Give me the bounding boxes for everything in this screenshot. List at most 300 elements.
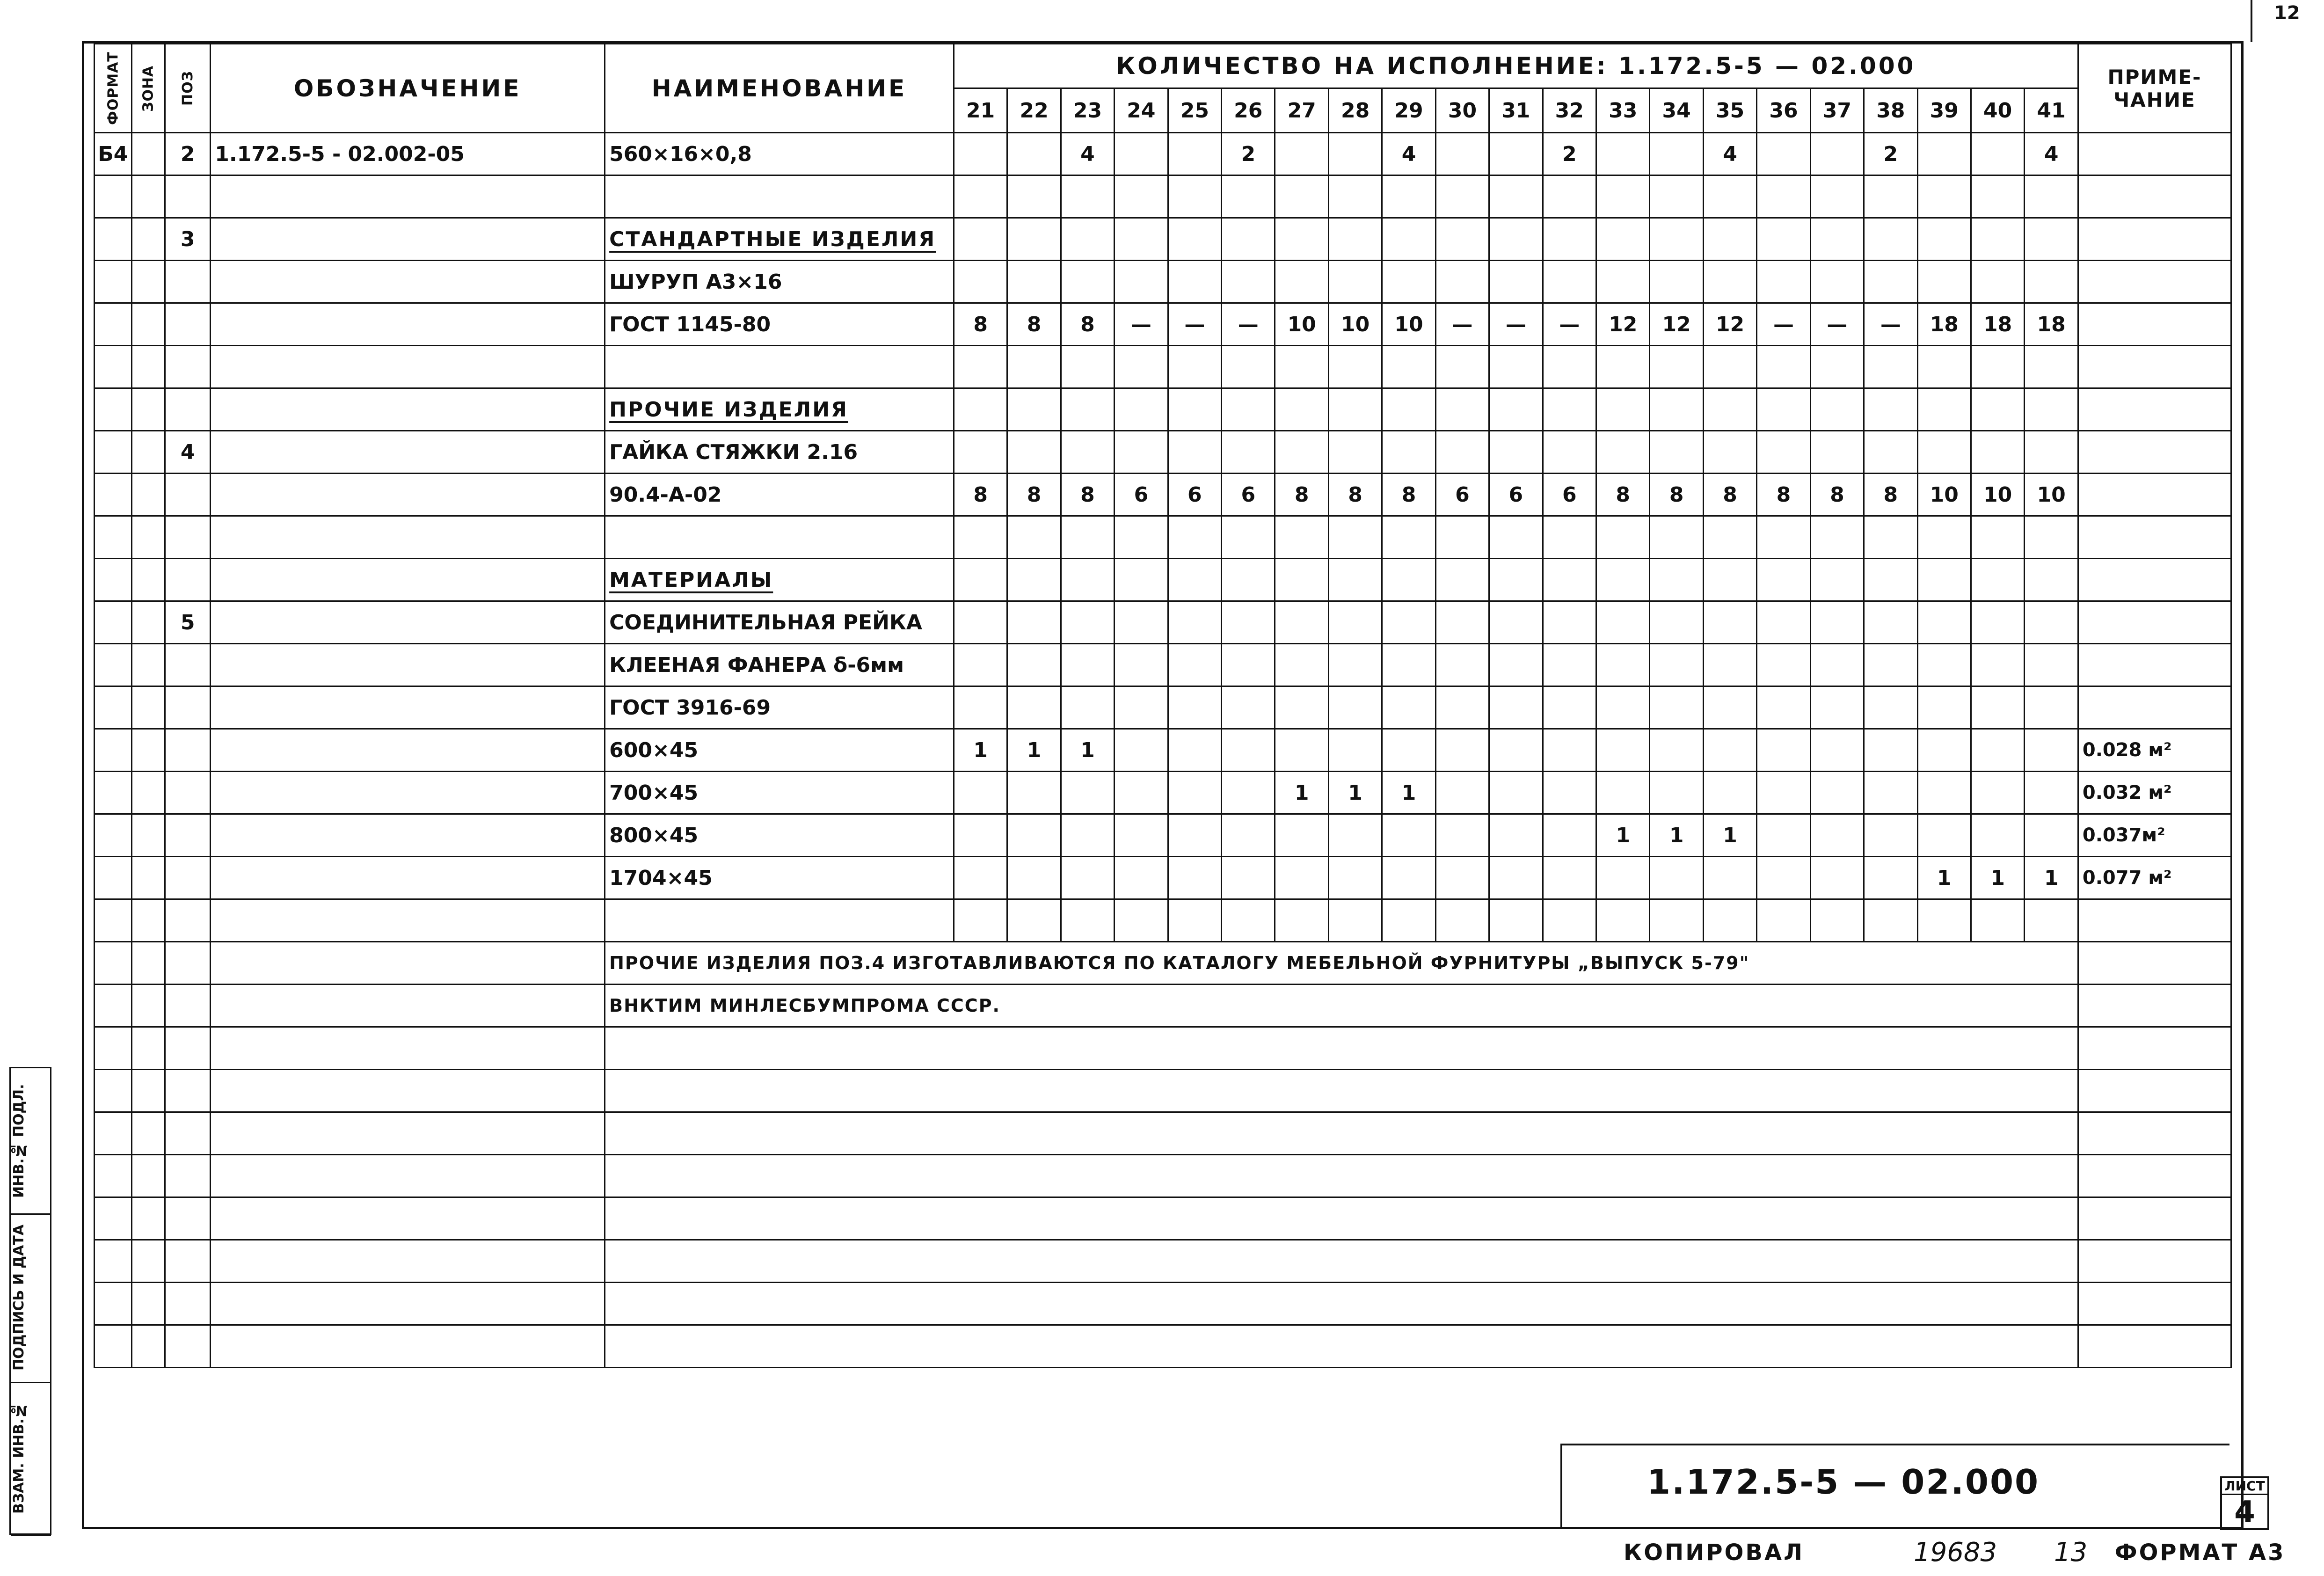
cell-quantity: 8 <box>1275 474 1328 516</box>
cell-quantity <box>1275 133 1328 175</box>
variant-header: 39 <box>1917 88 1971 133</box>
cell-note <box>2078 431 2231 474</box>
variant-header: 34 <box>1650 88 1703 133</box>
cell-note <box>2078 899 2231 942</box>
cell-quantity <box>1917 686 1971 729</box>
cell-name: ГОСТ 1145-80 <box>605 303 954 346</box>
cell-quantity <box>1650 133 1703 175</box>
cell-name: КЛЕЕНАЯ ФАНЕРА δ-6мм <box>605 644 954 686</box>
cell-quantity <box>1435 559 1489 601</box>
cell-quantity <box>1864 431 1917 474</box>
cell-quantity <box>1757 346 1810 388</box>
cell-quantity <box>1007 431 1061 474</box>
cell-format <box>95 729 132 772</box>
cell-quantity <box>1489 772 1543 814</box>
cell-quantity <box>1382 261 1435 303</box>
cell-quantity <box>1703 516 1756 559</box>
cell-quantity <box>1382 559 1435 601</box>
cell-quantity <box>1757 686 1810 729</box>
empty-cell <box>211 1155 605 1197</box>
cell-quantity <box>2025 261 2078 303</box>
cell-quantity <box>1543 218 1596 261</box>
cell-quantity: 8 <box>1703 474 1756 516</box>
empty-cell <box>211 1197 605 1240</box>
cell-quantity <box>1596 857 1650 899</box>
empty-cell <box>2078 1027 2231 1070</box>
cell-quantity <box>1007 218 1061 261</box>
empty-cell <box>211 1027 605 1070</box>
cell-quantity <box>1596 133 1650 175</box>
cell-quantity <box>1275 261 1328 303</box>
cell-designation: 1.172.5-5 - 02.002-05 <box>211 133 605 175</box>
cell-quantity <box>1275 516 1328 559</box>
cell-quantity <box>1543 559 1596 601</box>
cell-quantity <box>1864 814 1917 857</box>
cell-quantity <box>1435 686 1489 729</box>
cell-quantity: 8 <box>1007 303 1061 346</box>
cell-quantity <box>1328 814 1382 857</box>
cell-quantity <box>1971 133 2024 175</box>
cell-quantity <box>954 899 1007 942</box>
cell-quantity <box>1328 559 1382 601</box>
cell-quantity <box>1757 516 1810 559</box>
table-row <box>95 729 2231 772</box>
cell-quantity <box>1596 729 1650 772</box>
cell-designation <box>211 388 605 431</box>
cell-note <box>2078 559 2231 601</box>
cell-format <box>95 388 132 431</box>
table-row <box>95 899 2231 942</box>
cell-quantity <box>1275 175 1328 218</box>
cell-quantity <box>2025 814 2078 857</box>
cell-quantity <box>1435 644 1489 686</box>
cell-quantity <box>1650 644 1703 686</box>
copied-label: КОПИРОВАЛ <box>1624 1540 1804 1566</box>
cell-name: МАТЕРИАЛЫ <box>605 559 954 601</box>
cell-quantity <box>1864 388 1917 431</box>
cell-zone <box>131 559 165 601</box>
cell-quantity <box>954 218 1007 261</box>
cell-quantity <box>1328 218 1382 261</box>
cell-quantity <box>1489 814 1543 857</box>
cell-note <box>2078 303 2231 346</box>
cell-quantity <box>1275 814 1328 857</box>
empty-cell <box>131 985 165 1027</box>
cell-quantity: 8 <box>1864 474 1917 516</box>
cell-note: 0.037м² <box>2078 814 2231 857</box>
cell-quantity <box>1382 516 1435 559</box>
cell-format <box>95 175 132 218</box>
empty-cell <box>165 1325 211 1368</box>
cell-quantity: 4 <box>1382 133 1435 175</box>
cell-quantity <box>1596 175 1650 218</box>
cell-name: СОЕДИНИТЕЛЬНАЯ РЕЙКА <box>605 601 954 644</box>
cell-quantity <box>1971 814 2024 857</box>
cell-quantity <box>1222 686 1275 729</box>
cell-quantity <box>1435 175 1489 218</box>
cell-quantity <box>1168 261 1221 303</box>
empty-cell <box>211 942 605 985</box>
cell-quantity: 6 <box>1222 474 1275 516</box>
variant-header: 25 <box>1168 88 1221 133</box>
cell-quantity <box>1168 133 1221 175</box>
cell-pos <box>165 303 211 346</box>
cell-quantity <box>954 431 1007 474</box>
cell-name <box>605 899 954 942</box>
side-stamp <box>9 1067 51 1535</box>
cell-quantity <box>1115 857 1168 899</box>
cell-quantity: 8 <box>1061 474 1114 516</box>
cell-quantity: — <box>1543 303 1596 346</box>
cell-quantity <box>1917 814 1971 857</box>
cell-quantity <box>1275 601 1328 644</box>
cell-quantity <box>1222 346 1275 388</box>
cell-quantity: 8 <box>954 474 1007 516</box>
cell-quantity <box>1168 814 1221 857</box>
table-row <box>95 388 2231 431</box>
cell-quantity <box>1596 261 1650 303</box>
cell-quantity <box>2025 899 2078 942</box>
cell-quantity <box>1864 516 1917 559</box>
empty-cell <box>605 1197 2078 1240</box>
header-name: НАИМЕНОВАНИЕ <box>605 44 954 133</box>
cell-quantity <box>1864 601 1917 644</box>
cell-quantity <box>1650 899 1703 942</box>
cell-quantity <box>1971 516 2024 559</box>
cell-quantity <box>1382 388 1435 431</box>
empty-cell <box>95 1155 132 1197</box>
cell-quantity <box>1543 261 1596 303</box>
cell-quantity <box>1864 772 1917 814</box>
cell-designation <box>211 601 605 644</box>
cell-pos: 4 <box>165 431 211 474</box>
cell-pos: 5 <box>165 601 211 644</box>
cell-quantity <box>1596 686 1650 729</box>
cell-quantity <box>1810 686 1864 729</box>
cell-quantity <box>1489 431 1543 474</box>
cell-quantity <box>1115 601 1168 644</box>
header-designation: ОБОЗНАЧЕНИЕ <box>211 44 605 133</box>
cell-quantity <box>1328 857 1382 899</box>
cell-quantity <box>1435 431 1489 474</box>
cell-quantity <box>1168 388 1221 431</box>
cell-quantity: 10 <box>1328 303 1382 346</box>
cell-quantity <box>1650 729 1703 772</box>
cell-quantity <box>954 175 1007 218</box>
cell-quantity <box>1596 559 1650 601</box>
empty-cell <box>95 1325 132 1368</box>
cell-pos <box>165 899 211 942</box>
cell-designation <box>211 686 605 729</box>
cell-designation <box>211 516 605 559</box>
cell-quantity <box>1168 729 1221 772</box>
cell-quantity <box>954 261 1007 303</box>
cell-quantity <box>1328 601 1382 644</box>
table-row <box>95 431 2231 474</box>
cell-quantity <box>1328 431 1382 474</box>
cell-quantity <box>1222 431 1275 474</box>
cell-quantity <box>1435 388 1489 431</box>
cell-quantity: — <box>1168 303 1221 346</box>
cell-format <box>95 431 132 474</box>
table-row <box>95 175 2231 218</box>
empty-cell <box>605 1070 2078 1112</box>
cell-note: 0.032 м² <box>2078 772 2231 814</box>
cell-quantity <box>954 133 1007 175</box>
cell-quantity <box>1061 431 1114 474</box>
cell-quantity <box>1489 175 1543 218</box>
cell-quantity <box>1007 601 1061 644</box>
footnote-text: ВНКТИМ МИНЛЕСБУМПРОМА СССР. <box>605 985 2078 1027</box>
cell-pos <box>165 857 211 899</box>
cell-quantity <box>1543 899 1596 942</box>
cell-zone <box>131 516 165 559</box>
cell-quantity <box>1115 686 1168 729</box>
cell-quantity <box>2025 601 2078 644</box>
empty-cell <box>165 942 211 985</box>
cell-note <box>2078 175 2231 218</box>
cell-quantity <box>1596 388 1650 431</box>
footnote-row <box>95 942 2231 985</box>
cell-quantity <box>1864 218 1917 261</box>
cell-quantity <box>1543 175 1596 218</box>
cell-quantity <box>1650 516 1703 559</box>
table-row <box>95 857 2231 899</box>
header-note: ПРИМЕ-ЧАНИЕ <box>2078 44 2231 133</box>
cell-quantity <box>954 601 1007 644</box>
cell-quantity <box>1543 601 1596 644</box>
cell-quantity <box>1061 218 1114 261</box>
cell-quantity <box>1115 261 1168 303</box>
cell-quantity <box>1650 346 1703 388</box>
empty-row <box>95 1155 2231 1197</box>
cell-format <box>95 857 132 899</box>
cell-designation <box>211 814 605 857</box>
cell-quantity: 8 <box>1810 474 1864 516</box>
cell-quantity <box>1864 644 1917 686</box>
cell-quantity: — <box>1489 303 1543 346</box>
cell-designation <box>211 218 605 261</box>
cell-name: 700×45 <box>605 772 954 814</box>
cell-quantity: — <box>1864 303 1917 346</box>
cell-quantity <box>1489 261 1543 303</box>
cell-quantity <box>1328 388 1382 431</box>
empty-cell <box>211 1240 605 1283</box>
cell-quantity <box>1917 431 1971 474</box>
cell-quantity <box>1596 516 1650 559</box>
empty-cell <box>131 1070 165 1112</box>
empty-cell <box>131 1112 165 1155</box>
cell-quantity <box>1222 899 1275 942</box>
cell-quantity <box>1650 431 1703 474</box>
empty-cell <box>95 942 132 985</box>
cell-quantity <box>1328 175 1382 218</box>
footnote-text: ПРОЧИЕ ИЗДЕЛИЯ ПОЗ.4 ИЗГОТАВЛИВАЮТСЯ ПО КАТАЛОГУ МЕБЕЛЬНОЙ ФУРНИТУРЫ „ВЫПУСК 5-79" <box>605 942 2078 985</box>
cell-name: СТАНДАРТНЫЕ ИЗДЕЛИЯ <box>605 218 954 261</box>
cell-zone <box>131 601 165 644</box>
cell-quantity: 8 <box>1596 474 1650 516</box>
cell-quantity <box>1917 899 1971 942</box>
cell-quantity <box>1864 175 1917 218</box>
cell-quantity <box>1917 261 1971 303</box>
cell-quantity <box>1917 516 1971 559</box>
cell-quantity <box>1382 644 1435 686</box>
cell-quantity: 1 <box>1650 814 1703 857</box>
cell-quantity <box>1864 686 1917 729</box>
cell-quantity <box>1435 899 1489 942</box>
cell-format <box>95 601 132 644</box>
cell-quantity <box>1061 559 1114 601</box>
cell-designation <box>211 899 605 942</box>
cell-zone <box>131 857 165 899</box>
cell-zone <box>131 218 165 261</box>
cell-quantity: 12 <box>1650 303 1703 346</box>
table-row <box>95 559 2231 601</box>
cell-pos: 3 <box>165 218 211 261</box>
cell-name: 600×45 <box>605 729 954 772</box>
cell-zone <box>131 175 165 218</box>
cell-quantity <box>1115 218 1168 261</box>
empty-cell <box>211 1283 605 1325</box>
cell-note <box>2078 388 2231 431</box>
table-row <box>95 303 2231 346</box>
cell-quantity <box>1864 899 1917 942</box>
cell-format <box>95 261 132 303</box>
cell-quantity <box>1971 346 2024 388</box>
cell-quantity <box>1382 729 1435 772</box>
cell-name: 90.4-А-02 <box>605 474 954 516</box>
cell-quantity <box>1917 175 1971 218</box>
cell-quantity <box>1328 133 1382 175</box>
cell-quantity <box>1061 686 1114 729</box>
cell-quantity <box>1810 431 1864 474</box>
cell-quantity <box>1810 559 1864 601</box>
cell-quantity <box>1168 601 1221 644</box>
variant-header: 29 <box>1382 88 1435 133</box>
cell-quantity <box>1222 218 1275 261</box>
cell-quantity: — <box>1810 303 1864 346</box>
cell-quantity <box>1061 644 1114 686</box>
cell-quantity: 6 <box>1435 474 1489 516</box>
cell-quantity <box>1275 218 1328 261</box>
side-label-inv-repl: ВЗАМ. ИНВ.№ <box>11 1382 51 1536</box>
cell-quantity <box>1971 601 2024 644</box>
specification-table <box>94 43 2232 1368</box>
table-row <box>95 644 2231 686</box>
cell-quantity <box>1007 516 1061 559</box>
cell-quantity <box>1007 686 1061 729</box>
cell-quantity <box>954 516 1007 559</box>
table-row <box>95 474 2231 516</box>
cell-quantity: — <box>1435 303 1489 346</box>
cell-quantity <box>1810 388 1864 431</box>
cell-quantity <box>1489 857 1543 899</box>
cell-zone <box>131 474 165 516</box>
cell-quantity <box>1115 346 1168 388</box>
cell-quantity <box>1115 729 1168 772</box>
variant-header: 32 <box>1543 88 1596 133</box>
cell-quantity: 1 <box>1382 772 1435 814</box>
cell-quantity <box>1596 644 1650 686</box>
cell-quantity: 4 <box>1061 133 1114 175</box>
empty-cell <box>165 1283 211 1325</box>
cell-quantity <box>1703 899 1756 942</box>
cell-quantity <box>1435 516 1489 559</box>
cell-quantity <box>1222 261 1275 303</box>
variant-header: 38 <box>1864 88 1917 133</box>
cell-quantity <box>1703 261 1756 303</box>
cell-quantity <box>1703 175 1756 218</box>
variant-header: 30 <box>1435 88 1489 133</box>
cell-quantity <box>1757 772 1810 814</box>
empty-cell <box>95 1283 132 1325</box>
cell-note: 0.028 м² <box>2078 729 2231 772</box>
cell-pos <box>165 261 211 303</box>
cell-quantity <box>1757 899 1810 942</box>
cell-pos <box>165 814 211 857</box>
cell-quantity <box>1115 772 1168 814</box>
cell-quantity <box>1703 772 1756 814</box>
empty-cell <box>131 942 165 985</box>
header-quantity: КОЛИЧЕСТВО НА ИСПОЛНЕНИЕ: 1.172.5-5 — 02.000 <box>954 44 2078 88</box>
cell-quantity <box>1703 218 1756 261</box>
table-row <box>95 814 2231 857</box>
cell-quantity <box>1435 346 1489 388</box>
cell-designation <box>211 303 605 346</box>
cell-quantity <box>1168 175 1221 218</box>
cell-quantity <box>1275 388 1328 431</box>
cell-quantity <box>1650 772 1703 814</box>
cell-quantity <box>1275 686 1328 729</box>
empty-row <box>95 1283 2231 1325</box>
cell-zone <box>131 899 165 942</box>
cell-quantity <box>2025 388 2078 431</box>
cell-name <box>605 346 954 388</box>
empty-cell <box>2078 1155 2231 1197</box>
header-zone: ЗОНА <box>131 44 165 133</box>
cell-quantity <box>1382 601 1435 644</box>
cell-quantity <box>1757 388 1810 431</box>
cell-quantity <box>1650 175 1703 218</box>
cell-quantity: 8 <box>954 303 1007 346</box>
sheet-number: 4 <box>2234 1495 2255 1530</box>
variant-header: 35 <box>1703 88 1756 133</box>
cell-quantity <box>1650 601 1703 644</box>
cell-zone <box>131 346 165 388</box>
cell-quantity <box>1168 899 1221 942</box>
cell-quantity <box>1757 857 1810 899</box>
cell-quantity <box>1543 686 1596 729</box>
cell-quantity <box>1222 729 1275 772</box>
table-row <box>95 261 2231 303</box>
cell-quantity <box>1543 857 1596 899</box>
cell-format <box>95 644 132 686</box>
cell-quantity <box>1543 346 1596 388</box>
cell-quantity <box>1328 729 1382 772</box>
empty-cell <box>95 1070 132 1112</box>
cell-quantity <box>1007 346 1061 388</box>
cell-quantity <box>1810 644 1864 686</box>
cell-quantity <box>1328 686 1382 729</box>
cell-designation <box>211 772 605 814</box>
cell-quantity <box>1382 346 1435 388</box>
cell-quantity <box>1489 644 1543 686</box>
cell-quantity <box>1650 261 1703 303</box>
cell-quantity <box>1971 431 2024 474</box>
cell-quantity: 18 <box>2025 303 2078 346</box>
cell-quantity <box>1222 559 1275 601</box>
cell-quantity <box>954 559 1007 601</box>
